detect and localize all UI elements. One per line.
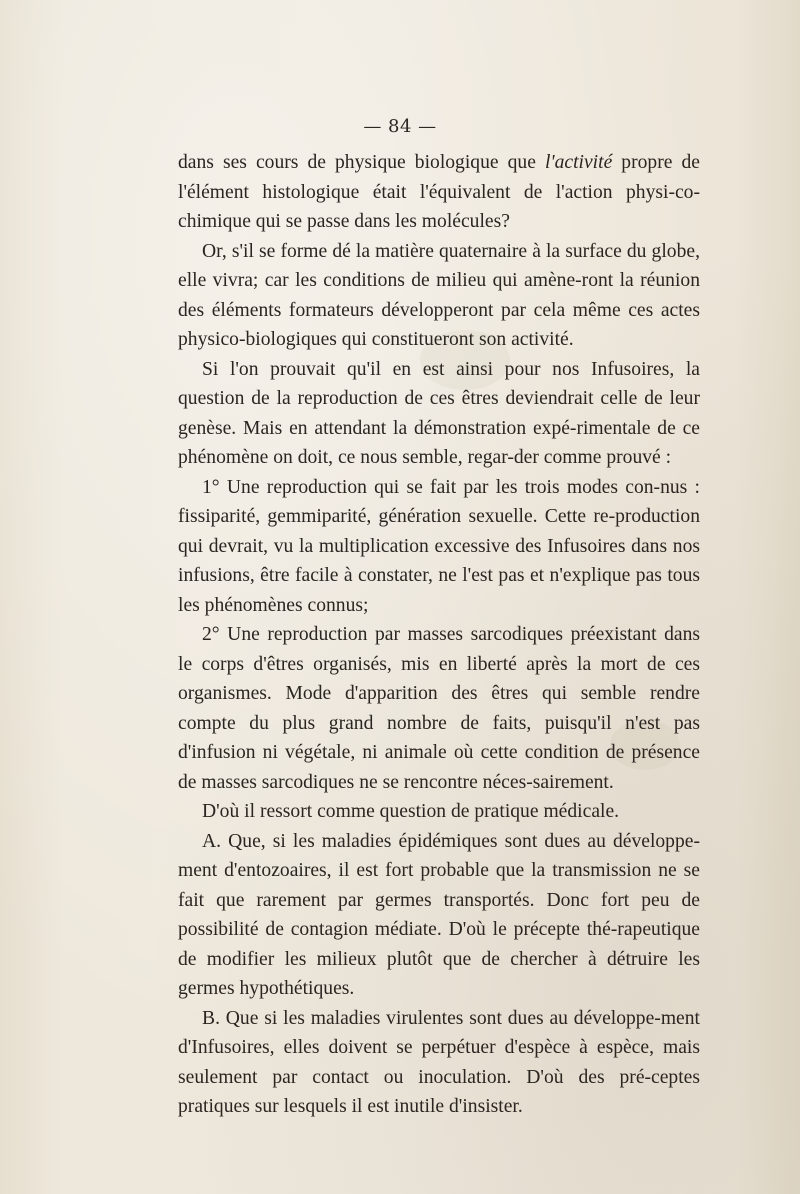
text-run: A. Que, si les maladies épidémiques sont dues au développe-ment d'entozoaires, il est fort probable que la transmission ne se fait que rarement par germes transportés. Donc fort peu de possibilité de contagion médiate. D'où le précepte thé-rapeutique de modifier les milieux plutôt que de chercher à détruire les germes hypothétiques. xyxy=(178,830,700,999)
paragraph xyxy=(178,355,700,473)
body-text xyxy=(178,148,700,1122)
paragraph xyxy=(178,827,700,1004)
page-number: — 84 — xyxy=(363,116,437,137)
italic-text-run: l'activité xyxy=(544,152,613,173)
text-run: 1° Une reproduction qui se fait par les trois modes con-nus : fissiparité, gemmiparité, génération sexuelle. Cette re-production qui devrait, vu la multiplication excessive des Infusoires dans nos infusions, être facile à constater, ne l'est pas et n'explique pas tous les phénomènes connus; xyxy=(178,476,700,616)
paragraph xyxy=(178,237,700,355)
text-run: 2° Une reproduction par masses sarcodiques préexistant dans le corps d'êtres organisés, mis en liberté après la mort de ces organismes. Mode d'apparition des êtres qui semble rendre compte du plus grand nombre de faits, puisqu'il n'est pas d'infusion ni végétale, ni animale où cette condition de présence de masses sarcodiques ne se rencontre néces-sairement. xyxy=(178,624,700,793)
paragraph xyxy=(178,797,700,827)
paragraph xyxy=(178,1004,700,1122)
text-run: D'où il ressort comme question de pratique médicale. xyxy=(202,801,620,822)
text-run: B. Que si les maladies virulentes sont dues au développe-ment d'Infusoires, elles doivent se perpétuer d'espèce à espèce, mais seulement par contact ou inoculation. D'où des pré-ceptes pratiques sur lesquels il est inutile d'insister. xyxy=(178,1007,700,1117)
text-run: Or, s'il se forme dé la matière quaternaire à la surface du globe, elle vivra; car les conditions de milieu qui amène-ront la réunion des éléments formateurs développeront par cela même ces actes physico-biologiques qui constitueront son activité. xyxy=(178,240,700,350)
text-run: dans ses cours de physique biologique que xyxy=(178,152,545,173)
text-run: Si l'on prouvait qu'il en est ainsi pour nos Infusoires, la question de la reproduction de ces êtres deviendrait celle de leur genèse. Mais en attendant la démonstration expé-rimentale de ce phénomène on doit, ce nous semble, regar-der comme prouvé : xyxy=(178,358,700,468)
paragraph xyxy=(178,473,700,621)
paragraph xyxy=(178,148,700,237)
paragraph xyxy=(178,620,700,797)
text-run: propre de l'élément histologique était l'équivalent de l'action physi-co-chimique qui se passe dans les molécules? xyxy=(178,152,700,232)
